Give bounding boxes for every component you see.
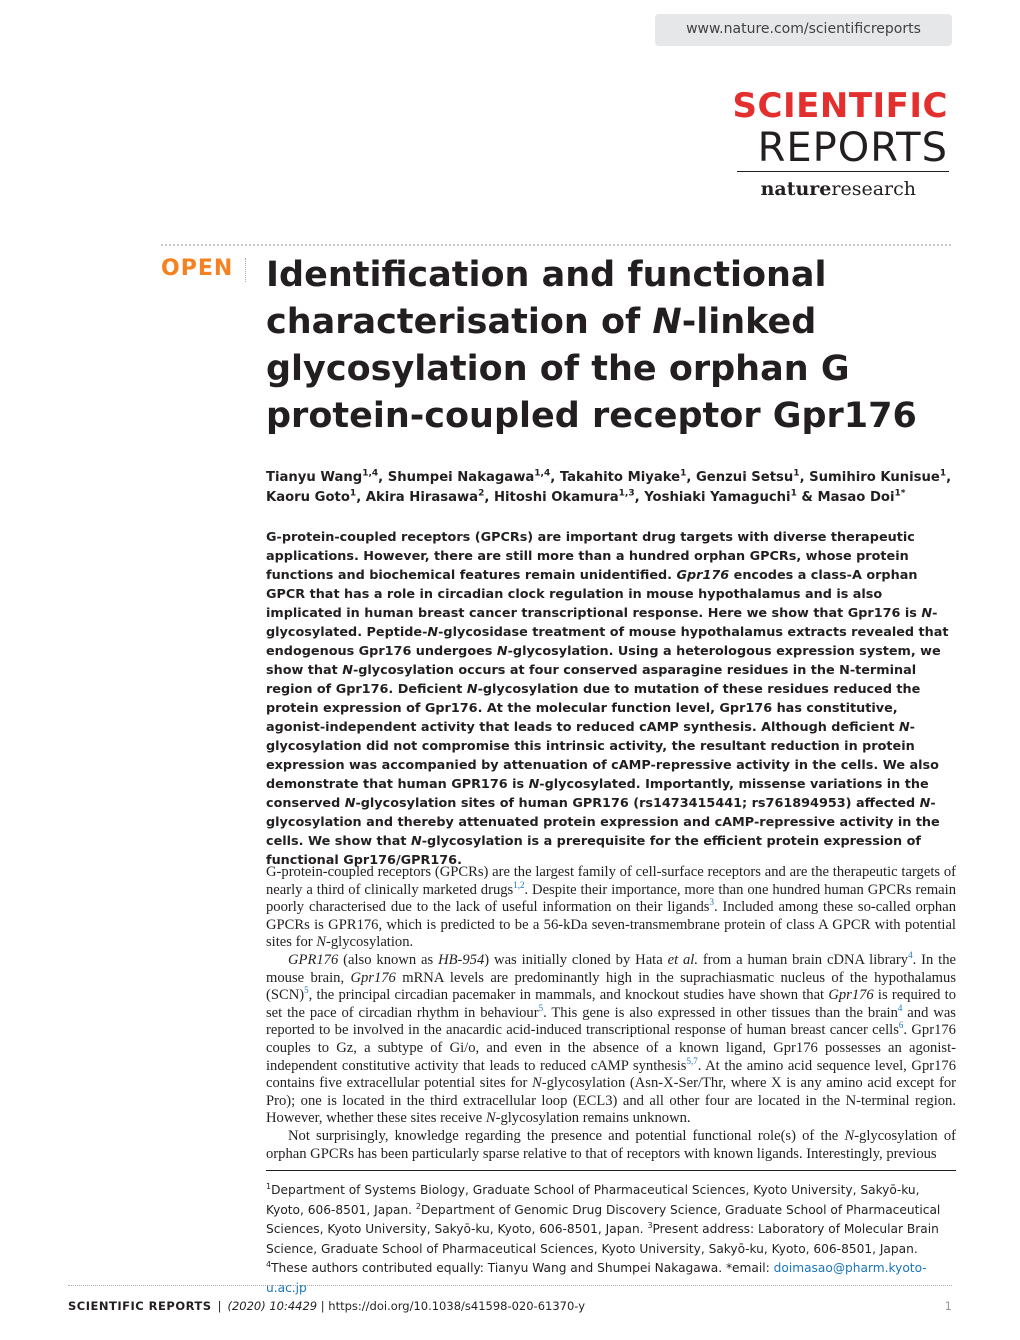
author-affiliation: 1 xyxy=(349,488,357,499)
header-dotted-divider xyxy=(161,244,951,246)
author-name: Yoshiaki Yamaguchi xyxy=(644,490,791,505)
author-affiliation: 1,3 xyxy=(618,488,635,499)
author-affiliation: 1 xyxy=(680,468,687,479)
logo-scientific: SCIENTIFIC xyxy=(732,86,948,126)
logo-reports: REPORTS xyxy=(757,125,948,171)
url-tab[interactable] xyxy=(655,14,952,46)
footnote-divider xyxy=(266,1170,956,1171)
author-name: Masao Doi xyxy=(817,490,895,505)
page-footer xyxy=(68,1299,952,1313)
footer-citation: (2020) 10:4429 xyxy=(227,1299,318,1313)
author-affiliation: 1,4 xyxy=(534,468,551,479)
author-name: Genzui Setsu xyxy=(695,470,794,485)
author-name: Tianyu Wang xyxy=(266,470,363,485)
author-list: Tianyu Wang$^{1,4}$, Shumpei Nakagawa$^{1,4}$, Takahito Miyake$^1$, Genzui Setsu$^1$, Sumihiro Kunisue$^1$, Kaoru Goto$^1$, Akira Hirasawa$^2$, Hitoshi Okamura$^{1,3}$, Yoshiaki Yamaguchi$^1$ & Masao Doi$^{1*}$ xyxy=(266,468,952,505)
footer-journal: SCIENTIFIC REPORTS xyxy=(68,1299,212,1313)
publisher-research: research xyxy=(831,178,916,200)
author-affiliation: 2 xyxy=(478,488,485,499)
author-affiliation: 1,4 xyxy=(362,468,379,479)
title-part1: Identification and functional characterisation of xyxy=(266,255,827,342)
author-affiliation: 1 xyxy=(939,468,947,479)
article-title xyxy=(266,252,966,440)
body-paragraph: GPR176 (also known as HB-954) was initially cloned by Hata et al. from a human brain cDNA library$^4$. In the mouse brain, Gpr176 mRNA levels are predominantly high in the suprachiasmatic nucleus of the hypothalamus (SCN)$^5$, the principal circadian pacemaker in mammals, and knockout studies have shown that Gpr176 is required to set the pace of circadian rhythm in behaviour$^5$. This gene is also expressed in other tissues than the brain$^4$ and was reported to be involved in the anacardic acid-induced transcriptional response of human breast cancer cells$^6$. Gpr176 couples to Gz, a subtype of Gi/o, and even in the absence of a known ligand, Gpr176 possesses an agonist-independent constitutive activity that leads to reduced cAMP synthesis$^{5,7}$. At the amino acid sequence level, Gpr176 contains five extracellular potential sites for N-glycosylation (Asn-X-Ser/Thr, where X is any amino acid except for Pro); one is located in the third extracellular loop (ECL3) and all other four are located in the N-terminal region. However, whether these sites receive N-glycosylation remains unknown. xyxy=(266,950,957,1127)
author-name: Akira Hirasawa xyxy=(365,490,479,505)
publisher-logo xyxy=(761,178,916,200)
author-affiliation: 1 xyxy=(790,488,797,499)
footer-doi[interactable]: | https://doi.org/10.1038/s41598-020-61370-y xyxy=(320,1299,586,1313)
body-paragraph: Not surprisingly, knowledge regarding the presence and potential functional role(s) of the N-glycosylation of orphan GPCRs has been particularly sparse relative to that of receptors with known ligands. Interestingly, previous xyxy=(266,1127,956,1162)
affiliations-footnote: $^1$Department of Systems Biology, Graduate School of Pharmaceutical Sciences, Kyoto University, Sakyō-ku, Kyoto, 606-8501, Japan. $^2$Department of Genomic Drug Discovery Science, Graduate School of Pharmaceutical Sciences, Kyoto University, Sakyō-ku, Kyoto, 606-8501, Japan. $^3$Present address: Laboratory of Molecular Brain Science, Graduate School of Pharmaceutical Sciences, Kyoto University, Sakyō-ku, Kyoto, 606-8501, Japan. $^4$These authors contributed equally: Tianyu Wang and Shumpei Nakagawa. *email: doimasao@pharm.kyoto-u.ac.jp xyxy=(266,1181,941,1295)
title-italic: N xyxy=(652,302,682,342)
author-name: Takahito Miyake xyxy=(559,470,681,485)
journal-logo xyxy=(733,88,948,170)
author-affiliation: 1* xyxy=(894,488,906,499)
main-text xyxy=(266,864,956,1163)
open-access-badge: OPEN xyxy=(161,256,234,281)
journal-url[interactable]: www.nature.com/scientificreports xyxy=(686,21,921,37)
abstract: G-protein-coupled receptors (GPCRs) are important drug targets with diverse therapeutic applications. However, there are still more than a hundred orphan GPCRs, whose protein functions and biochemical features remain unidentified. Gpr176 encodes a class-A orphan GPCR that has a role in circadian clock regulation in mouse hypothalamus and is also implicated in human breast cancer transcriptional response. Here we show that Gpr176 is N-glycosylated. Peptide-N-glycosidase treatment of mouse hypothalamus extracts revealed that endogenous Gpr176 undergoes N-glycosylation. Using a heterologous expression system, we show that N-glycosylation occurs at four conserved asparagine residues in the N-terminal region of Gpr176. Deficient N-glycosylation due to mutation of these residues reduced the protein expression of Gpr176. At the molecular function level, Gpr176 has constitutive, agonist-independent activity that leads to reduced cAMP synthesis. Although deficient N-glycosylation did not compromise this intrinsic activity, the resultant reduction in protein expression was accompanied by attenuation of cAMP-repressive activity in the cells. We also demonstrate that human GPR176 is N-glycosylated. Importantly, missense variations in the conserved N-glycosylation sites of human GPR176 (rs1473415441; rs761894953) affected N-glycosylation and thereby attenuated protein expression and cAMP-repressive activity in the cells. We show that N-glycosylation is a prerequisite for the efficient protein expression of functional Gpr176/GPR176. xyxy=(266,530,949,868)
author-name: Kaoru Goto xyxy=(266,490,350,505)
footer-dotted-divider xyxy=(68,1285,952,1286)
page-number: 1 xyxy=(944,1299,952,1313)
author-affiliation: 1 xyxy=(793,468,800,479)
body-paragraph: G-protein-coupled receptors (GPCRs) are the largest family of cell-surface receptors and are the therapeutic targets of nearly a third of clinically marketed drugs$^{1,2}$. Despite their importance, more than one hundred human GPCRs remain poorly characterised due to the lack of useful information on their ligands$^3$. Included among these so-called orphan GPCRs is GPR176, which is predicted to be a 56-kDa seven-transmembrane protein of class A GPCR with potential sites for N-glycosylation. xyxy=(266,864,956,951)
author-name: Sumihiro Kunisue xyxy=(809,470,940,485)
title-part2: -linked glycosylation of the orphan G protein-coupled receptor Gpr176 xyxy=(266,302,917,436)
badge-divider xyxy=(245,258,247,282)
footer-separator: | xyxy=(217,1299,222,1313)
logo-divider xyxy=(737,171,949,172)
author-name: Shumpei Nakagawa xyxy=(387,470,535,485)
publisher-nature: nature xyxy=(760,178,832,200)
author-name: Hitoshi Okamura xyxy=(493,490,619,505)
